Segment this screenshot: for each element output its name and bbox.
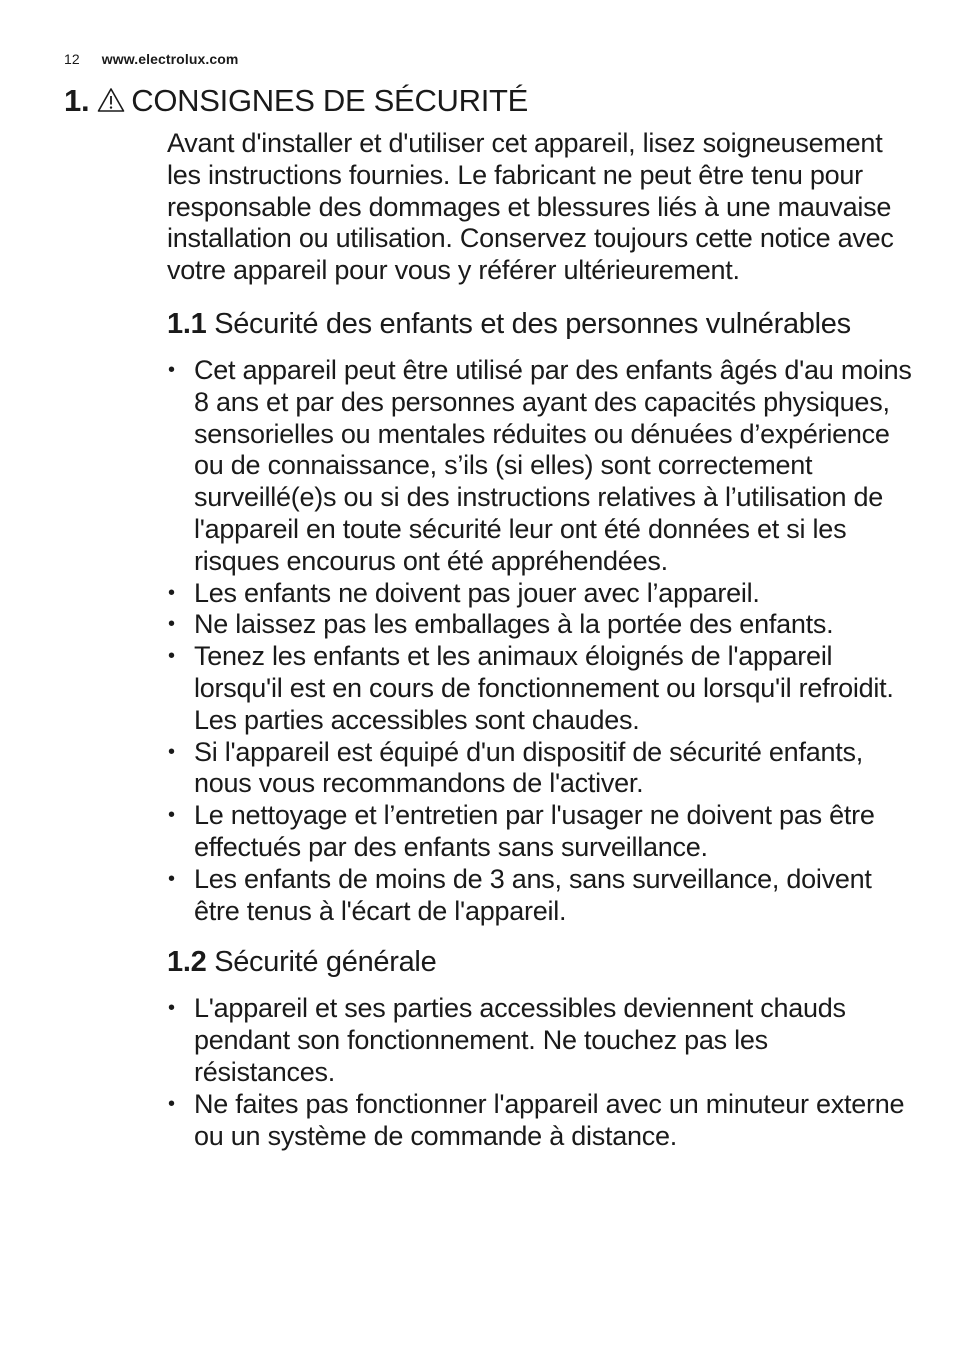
intro-paragraph: Avant d'installer et d'utiliser cet appareil, lisez soigneusement les instructions fournies. Le fabricant ne peut être tenu pour responsable des dommages et blessures liés à une mauvaise installation ou utilisation. Conservez toujours cette notice avec votre appareil pour vous y référer ultérieurement. <box>167 128 894 286</box>
list-item <box>167 800 912 864</box>
list-item-text: Ne faites pas fonctionner l'appareil avec un minuteur externe ou un système de commande à distance. <box>194 1088 905 1151</box>
list-item-text: Le nettoyage et l’entretien par l'usager ne doivent pas être effectués par des enfants sans surveillance. <box>194 800 875 862</box>
bullet: • <box>168 581 175 604</box>
list-item-text: Si l'appareil est équipé d'un dispositif de sécurité enfants, nous vous recommandons de l'activer. <box>194 736 863 799</box>
subsection-title-general <box>167 945 912 979</box>
warning-triangle-icon <box>97 84 125 110</box>
list-item-text: Cet appareil peut être utilisé par des enfants âgés d'au moins 8 ans et par des personnes ayant des capacités physiques, sensorielles ou mentales réduites ou dénuées d’expérience ou de connaissance, s’ils (si elles) sont correctement surveillé(e)s ou si des instructions relatives à l’utilisation de l'appareil en toute sécurité leur ont été données et si les risques encourus ont été appréhendées. <box>194 354 912 576</box>
subsection-number: 1.1 <box>167 307 207 340</box>
list-item <box>167 609 912 641</box>
list-item-text: L'appareil et ses parties accessibles deviennent chauds pendant son fonctionnement. Ne touchez pas les résistances. <box>194 993 846 1087</box>
list-item <box>167 355 912 578</box>
bullet: • <box>168 358 175 381</box>
list-item-text: Les enfants de moins de 3 ans, sans surveillance, doivent être tenus à l'écart de l'appareil. <box>194 863 872 926</box>
bullet: • <box>168 1092 175 1115</box>
bullet: • <box>168 997 175 1020</box>
content <box>167 128 912 1152</box>
bullet: • <box>168 645 175 668</box>
children-safety-list <box>167 355 912 927</box>
bullet: • <box>168 613 175 636</box>
list-item-text: Ne laissez pas les emballages à la portée des enfants. <box>194 609 834 640</box>
general-safety-list <box>167 993 912 1152</box>
bullet: • <box>168 867 175 890</box>
section-title-text: CONSIGNES DE SÉCURITÉ <box>131 83 529 118</box>
subsection-title-text: Sécurité générale <box>214 946 437 979</box>
site-url: www.electrolux.com <box>101 51 239 67</box>
page-number: 12 <box>64 51 80 67</box>
list-item <box>167 641 912 736</box>
section-title <box>64 82 528 120</box>
subsection-title-text: Sécurité des enfants et des personnes vulnérables <box>214 307 851 340</box>
list-item <box>167 1089 912 1153</box>
list-item <box>167 993 912 1088</box>
subsection-number: 1.2 <box>167 946 207 979</box>
list-item <box>167 578 912 610</box>
page-header <box>64 51 238 67</box>
list-item-text: Tenez les enfants et les animaux éloignés de l'appareil lorsqu'il est en cours de fonctionnement ou lorsqu'il refroidit. Les parties accessibles sont chaudes. <box>194 641 894 735</box>
section-number: 1. <box>64 83 90 118</box>
subsection-title-children <box>167 307 912 341</box>
list-item-text: Les enfants ne doivent pas jouer avec l’appareil. <box>194 577 760 608</box>
bullet: • <box>168 740 175 763</box>
bullet: • <box>168 804 175 827</box>
list-item <box>167 737 912 801</box>
list-item <box>167 864 912 928</box>
